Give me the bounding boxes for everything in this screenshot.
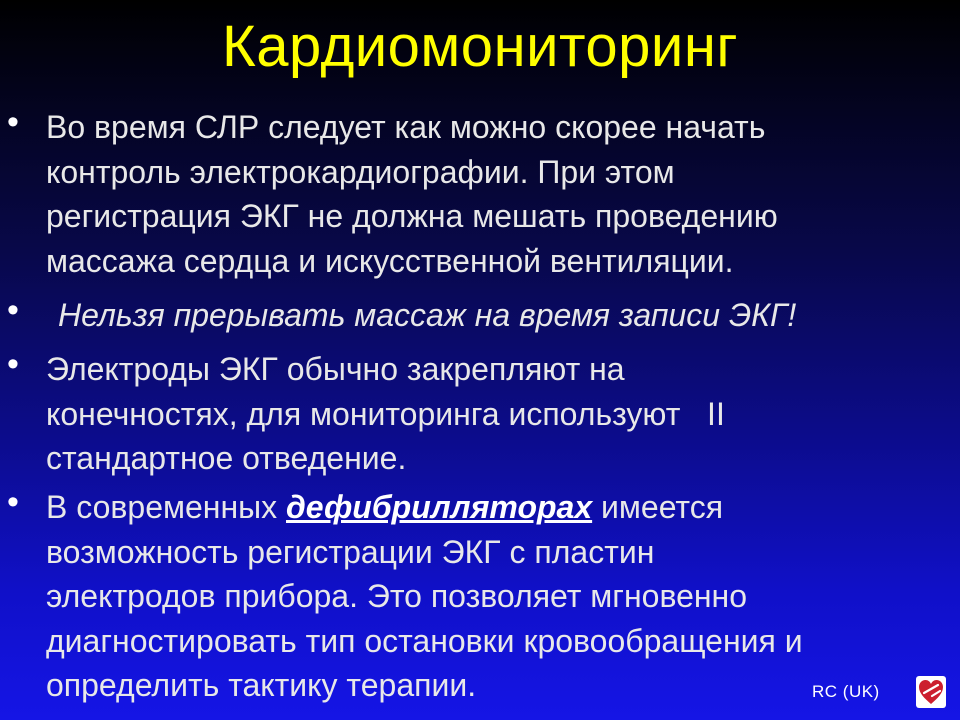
bullet-line-suffix: имеется [592, 489, 724, 525]
bullet-line [46, 485, 946, 530]
bullet-text [46, 105, 946, 283]
bullet-line: возможность регистрации ЭКГ с пластин [46, 533, 655, 570]
bullet-line: конечностях, для мониторинга используют II [46, 395, 725, 432]
bullet-line: стандартное отведение. [46, 440, 407, 476]
bullet-dot-icon [7, 357, 19, 369]
bullet-line: определить тактику терапии. [46, 667, 477, 703]
bullet-line: Во время СЛР следует как можно скорее начать [46, 109, 766, 145]
bullet-text [46, 485, 946, 708]
bullet-text [46, 347, 946, 481]
bullet-dot-icon [7, 115, 19, 127]
defibrillators-link[interactable]: дефибрилляторах [286, 489, 593, 525]
bullet-text [58, 293, 958, 338]
bullet-line: диагностировать тип остановки кровообращения и [46, 622, 803, 659]
slide-title: Кардиомониторинг [221, 14, 739, 79]
bullet-line: контроль электрокардиографии. При этом [46, 153, 675, 190]
bullet-dot-icon [7, 495, 19, 507]
bullet-line: регистрация ЭКГ не должна мешать проведению [46, 198, 778, 234]
bullet-dot-icon [7, 303, 19, 315]
heart-logo-icon [915, 675, 947, 709]
bullet-line: Электроды ЭКГ обычно закрепляют на [46, 351, 625, 387]
bullet-line-prefix: В современных [46, 489, 287, 525]
bullet-line: электродов прибора. Это позволяет мгновенно [46, 578, 748, 614]
bullet-line-warning: Нельзя прерывать массаж на время записи ЭКГ! [58, 297, 797, 333]
bullet-line: массажа сердца и искусственной вентиляции. [46, 242, 734, 279]
footer-credit: RC (UK) [812, 682, 880, 701]
